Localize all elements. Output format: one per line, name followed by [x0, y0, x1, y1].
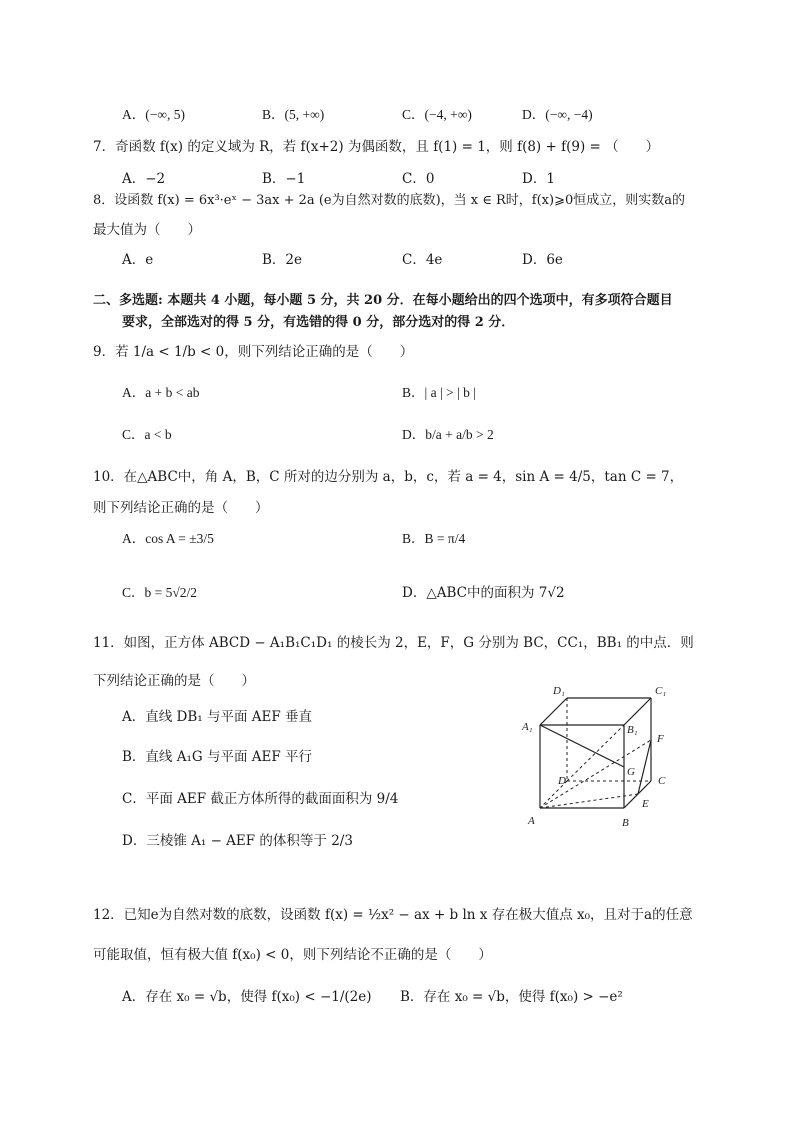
q12-stem-line2: 可能取值，恒有极大值 f(x₀) < 0，则下列结论不正确的是（ ） [93, 947, 492, 963]
q9-stem: 9．若 1/a < 1/b < 0，则下列结论正确的是（ ） [93, 344, 414, 360]
q7-option-b: B．−1 [262, 171, 306, 187]
q12-option-a: A．存在 x₀ = √b，使得 f(x₀) < −1/(2e) [122, 989, 372, 1005]
label-f: F [657, 733, 664, 745]
q9-option-b: B．| a | > | b | [402, 385, 476, 400]
q10-stem: 10．在△ABC中，角 A，B，C 所对的边分别为 a，b，c，若 a = 4，sin A = 4/5，tan C = 7， [93, 469, 684, 485]
q7-option-d: D．1 [522, 171, 555, 187]
q8-stem-line2: 最大值为（ ） [93, 222, 201, 238]
q11-option-a: A．直线 DB₁ 与平面 AEF 垂直 [122, 709, 313, 725]
label-b1: B₁ [627, 724, 638, 736]
q11-option-b: B．直线 A₁G 与平面 AEF 平行 [122, 749, 313, 765]
q7-option-c: C．0 [402, 171, 435, 187]
label-c1: C₁ [655, 685, 667, 697]
q7-option-a: A．−2 [122, 171, 166, 187]
q8-stem: 8．设函数 f(x) = 6x³·eˣ − 3ax + 2a (e为自然对数的底数)，当 x ∈ R时，f(x)⩾0恒成立，则实数a的 [93, 193, 685, 208]
q11-stem: 11．如图，正方体 ABCD − A₁B₁C₁D₁ 的棱长为 2，E，F，G 分别为 BC，CC₁，BB₁ 的中点．则 [93, 635, 694, 651]
q11-option-d: D．三棱锥 A₁ − AEF 的体积等于 2/3 [122, 833, 353, 849]
section2-title: 二、多选题: 本题共 4 小题，每小题 5 分，共 20 分．在每小题给出的四个选项中，有多项符合题目 [93, 293, 673, 308]
label-a: A [528, 815, 535, 827]
q6-option-a: A．(−∞, 5) [122, 107, 185, 122]
label-d: D [558, 775, 566, 787]
label-c: C [658, 775, 666, 787]
q10-option-b: B．B = π/4 [402, 531, 466, 546]
q7-stem: 7．奇函数 f(x) 的定义域为 R，若 f(x+2) 为偶函数，且 f(1) = 1，则 f(8) + f(9) = （ ） [93, 139, 660, 155]
q12-stem: 12．已知e为自然对数的底数，设函数 f(x) = ½x² − ax + b ln x 存在极大值点 x₀，且对于a的任意 [93, 907, 693, 923]
q8-option-b: B．2e [262, 252, 302, 268]
q10-stem-line2: 则下列结论正确的是（ ） [93, 500, 269, 516]
q9-option-a: A．a + b < ab [122, 385, 200, 400]
cube-figure [518, 680, 678, 830]
section2-title-line2: 要求，全部选对的得 5 分，有选错的得 0 分，部分选对的得 2 分． [122, 315, 515, 330]
q11-stem-line2: 下列结论正确的是（ ） [93, 673, 255, 689]
q9-option-c: C．a < b [122, 427, 172, 442]
q6-option-d: D．(−∞, −4) [522, 107, 593, 122]
q8-option-a: A．e [122, 252, 154, 268]
label-g: G [627, 766, 635, 778]
q9-option-d: D．b/a + a/b > 2 [402, 427, 494, 442]
q10-option-a: A．cos A = ±3/5 [122, 531, 214, 546]
label-a1: A₁ [522, 721, 533, 733]
q8-option-c: C．4e [402, 252, 443, 268]
q8-option-d: D．6e [522, 252, 563, 268]
q12-option-b: B．存在 x₀ = √b，使得 f(x₀) > −e² [400, 989, 623, 1005]
q6-option-c: C．(−4, +∞) [402, 107, 472, 122]
q6-option-b: B．(5, +∞) [262, 107, 325, 122]
q10-option-c: C．b = 5√2/2 [122, 585, 198, 600]
q10-option-d: D．△ABC中的面积为 7√2 [402, 585, 565, 601]
label-b: B [622, 817, 629, 829]
label-e: E [642, 798, 649, 810]
label-d1: D₁ [553, 685, 565, 697]
q11-option-c: C．平面 AEF 截正方体所得的截面面积为 9/4 [122, 791, 399, 807]
